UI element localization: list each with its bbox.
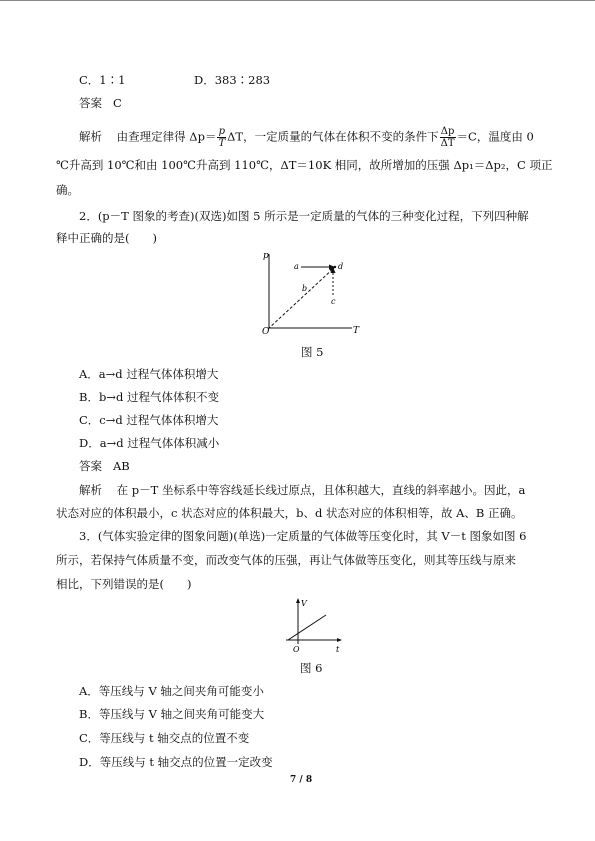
prev-option-c: C．1∶1 [79,73,126,87]
prev-answer [79,96,122,110]
origin-label: O [262,327,270,336]
point-label-a: a [294,262,299,271]
page-number: 7 / 8 [290,775,313,785]
q3-stem-line1: 3．(气体实验定律的图象问题)(单选)一定质量的气体做等压变化时，其 V－t 图象如图 6 [79,529,527,543]
answer-value: AB [112,459,130,473]
axis-label-p: p [263,251,269,261]
header-rule [0,0,595,1]
q3-stem-line3: 相比，下列错误的是( ) [56,577,192,591]
answer-label: 答案 [79,459,102,473]
q3-option-d: D．等压线与 t 轴交点的位置一定改变 [79,755,273,769]
prev-explanation-line3: 确。 [56,183,79,197]
figure-6-Vt-graph [282,594,346,656]
figure-6-caption: 图 6 [300,661,323,675]
answer-label: 答案 [79,96,102,110]
prev-explanation-line2: ℃升高到 10℃和由 100℃升高到 110℃，ΔT＝10K 相同，故所增加的压强 Δp₁＝Δp₂，C 项正 [56,158,553,172]
q3-option-b: B．等压线与 V 轴之间夹角可能变大 [79,707,265,721]
q2-option-b: B．b→d 过程气体体积不变 [79,390,219,404]
answer-value: C [112,96,122,110]
q2-stem-line1: 2．(p－T 图象的考查)(双选)如图 5 所示是一定质量的气体的三种变化过程，下列四种解 [79,209,529,223]
figure-5-pT-graph [258,248,364,336]
q2-option-c: C．c→d 过程气体体积增大 [79,413,219,427]
prev-option-d: D．383∶283 [194,73,271,87]
figure-5-caption: 图 5 [301,345,324,359]
q3-stem-line2: 所示，若保持气体质量不变，而改变气体的压强，再让气体做等压变化，则其等压线与原来 [56,553,516,567]
axis-label-T: T [353,326,360,336]
axis-label-V: V [301,599,307,608]
explanation-label: 解析 [79,483,102,497]
q2-explanation-line2: 状态对应的体积最小，c 状态对应的体积最大，b、d 状态对应的体积相等，故 A、B 正确。 [56,506,523,520]
q2-explanation-line1: 解析 在 p－T 坐标系中等容线延长线过原点，且体积越大，直线的斜率越小。因此，a [79,483,526,497]
prev-explanation-line1: 解析 由查理定律得 Δp＝ $\frac{p}{T}$ ΔT，一定质量的气体在体积不变的条件下 $\frac{\Delta p}{\Delta T}$ ＝C，温度由 0 [79,126,534,149]
q2-answer [79,459,130,473]
point-label-d: d [338,262,344,271]
q2-stem-line2: 释中正确的是( ) [56,231,157,245]
q2-option-a: A．a→d 过程气体体积增大 [79,367,219,381]
explanation-label: 解析 [79,129,102,144]
fraction-p-over-t: $\frac{p}{T}$ [218,126,226,149]
point-label-c: c [331,297,336,306]
q3-option-c: C．等压线与 t 轴交点的位置不变 [79,731,250,745]
q2-option-d: D．a→d 过程气体体积减小 [79,436,220,450]
point-label-b: b [302,284,308,293]
axis-label-t: t [336,645,340,654]
fraction-dp-over-dt: $\frac{\Delta p}{\Delta T}$ [440,126,455,149]
origin-label: O [293,645,300,654]
q3-option-a: A．等压线与 V 轴之间夹角可能变小 [79,684,264,698]
